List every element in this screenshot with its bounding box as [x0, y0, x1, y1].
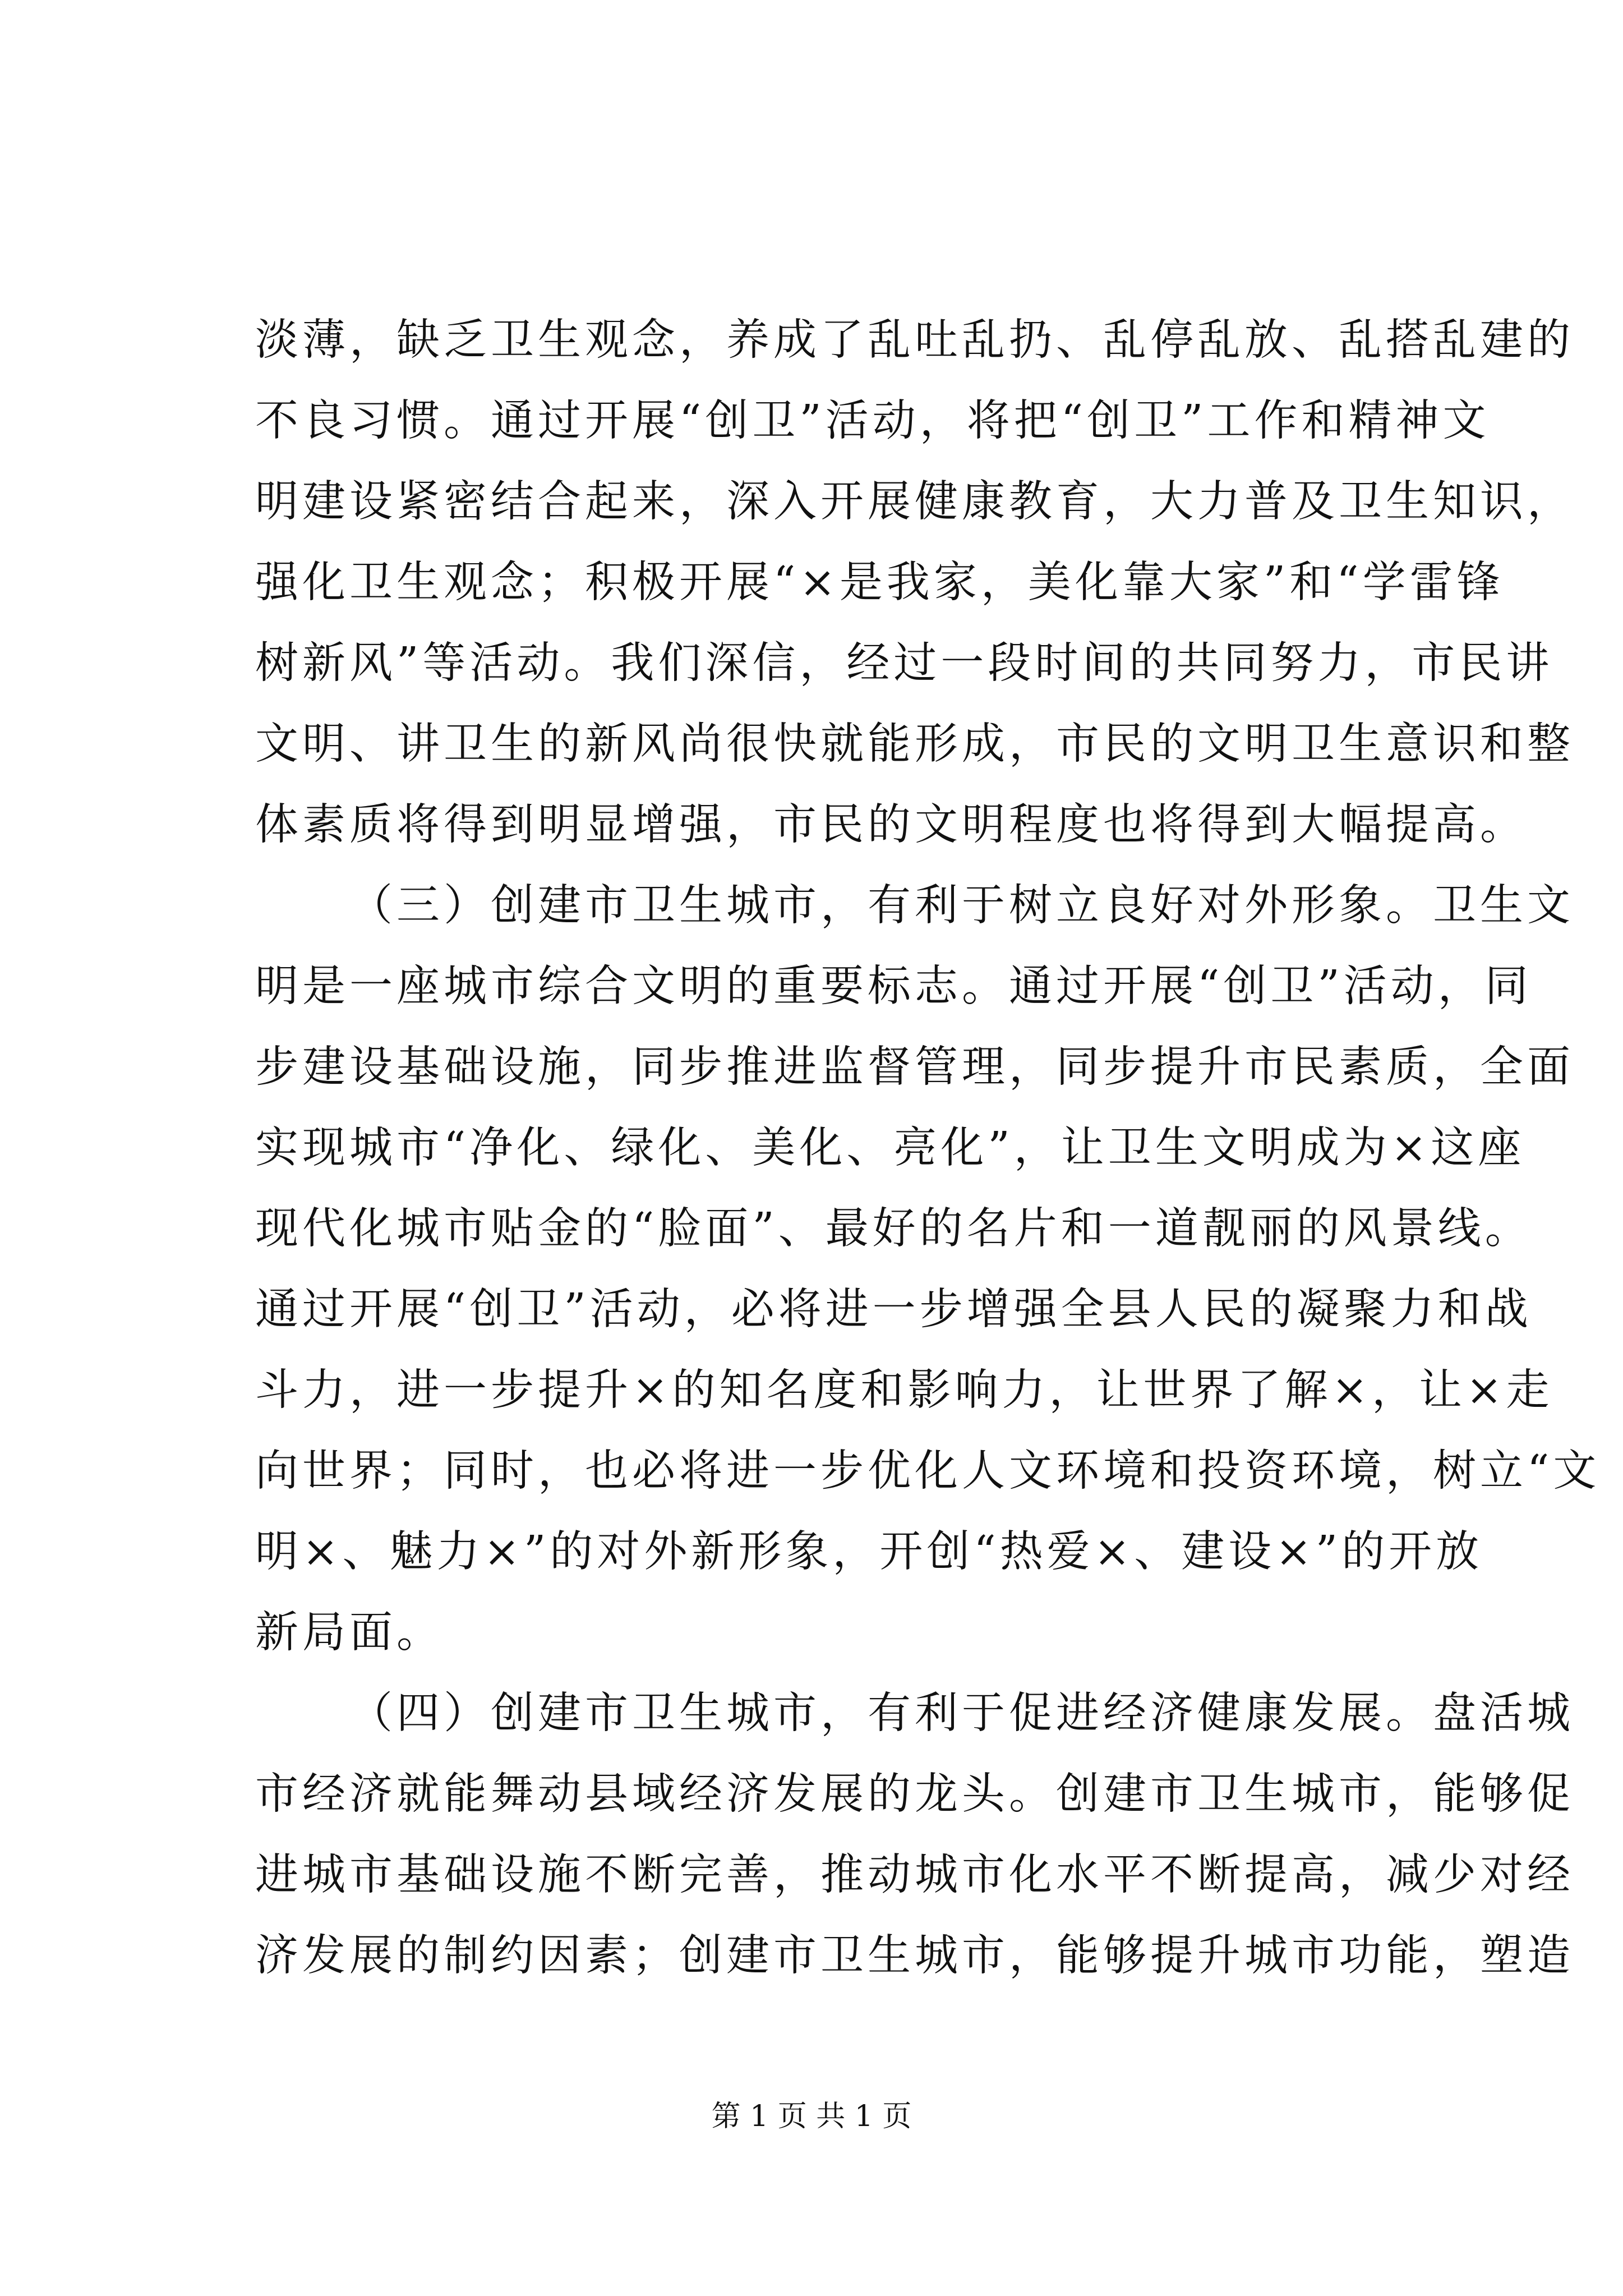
text-line: 进城市基础设施不断完善，推动城市化水平不断提高，减少对经 — [255, 1850, 1574, 1900]
text-line: 明是一座城市综合文明的重要标志。通过开展“创卫”活动，同 — [255, 961, 1532, 1011]
page-footer — [0, 2097, 1623, 2136]
text-line: 现代化城市贴金的“脸面”、最好的名片和一道靓丽的风景线。 — [255, 1204, 1532, 1254]
text-line: 市经济就能舞动县域经济发展的龙头。创建市卫生城市，能够促 — [255, 1769, 1574, 1819]
page-number: 第 1 页 共 1 页 — [711, 2100, 912, 2133]
text-line: 斗力，进一步提升×的知名度和影响力，让世界了解×，让×走 — [255, 1365, 1553, 1415]
text-line: 步建设基础设施，同步推进监督管理，同步提升市民素质，全面 — [255, 1042, 1574, 1092]
text-line: 向世界；同时，也必将进一步优化人文环境和投资环境，树立“文 — [255, 1446, 1601, 1496]
text-line: 通过开展“创卫”活动，必将进一步增强全县人民的凝聚力和战 — [255, 1285, 1532, 1335]
text-line: 明×、魅力×”的对外新形象，开创“热爱×、建设×”的开放 — [255, 1527, 1483, 1577]
text-line: 明建设紧密结合起来，深入开展健康教育，大力普及卫生知识， — [255, 477, 1574, 527]
text-line: 实现城市“净化、绿化、美化、亮化”，让卫生文明成为×这座 — [255, 1123, 1525, 1173]
paragraph-heading-four: （四）创建市卫生城市，有利于促进经济健康发展。盘活城 — [349, 1688, 1574, 1738]
paragraph-heading-three: （三）创建市卫生城市，有利于树立良好对外形象。卫生文 — [349, 881, 1574, 931]
body-text — [255, 300, 1601, 1996]
text-line: 淡薄，缺乏卫生观念，养成了乱吐乱扔、乱停乱放、乱搭乱建的 — [255, 315, 1574, 365]
text-line: 不良习惯。通过开展“创卫”活动，将把“创卫”工作和精神文 — [255, 396, 1490, 446]
text-line: 济发展的制约因素；创建市卫生城市，能够提升城市功能，塑造 — [255, 1931, 1574, 1981]
text-line: 强化卫生观念；积极开展“×是我家，美化靠大家”和“学雷锋 — [255, 558, 1504, 608]
text-line: 文明、讲卫生的新风尚很快就能形成，市民的文明卫生意识和整 — [255, 719, 1574, 769]
text-line: 新局面。 — [255, 1608, 444, 1658]
text-line: 树新风”等活动。我们深信，经过一段时间的共同努力，市民讲 — [255, 638, 1553, 688]
text-line: 体素质将得到明显增强，市民的文明程度也将得到大幅提高。 — [255, 800, 1527, 850]
